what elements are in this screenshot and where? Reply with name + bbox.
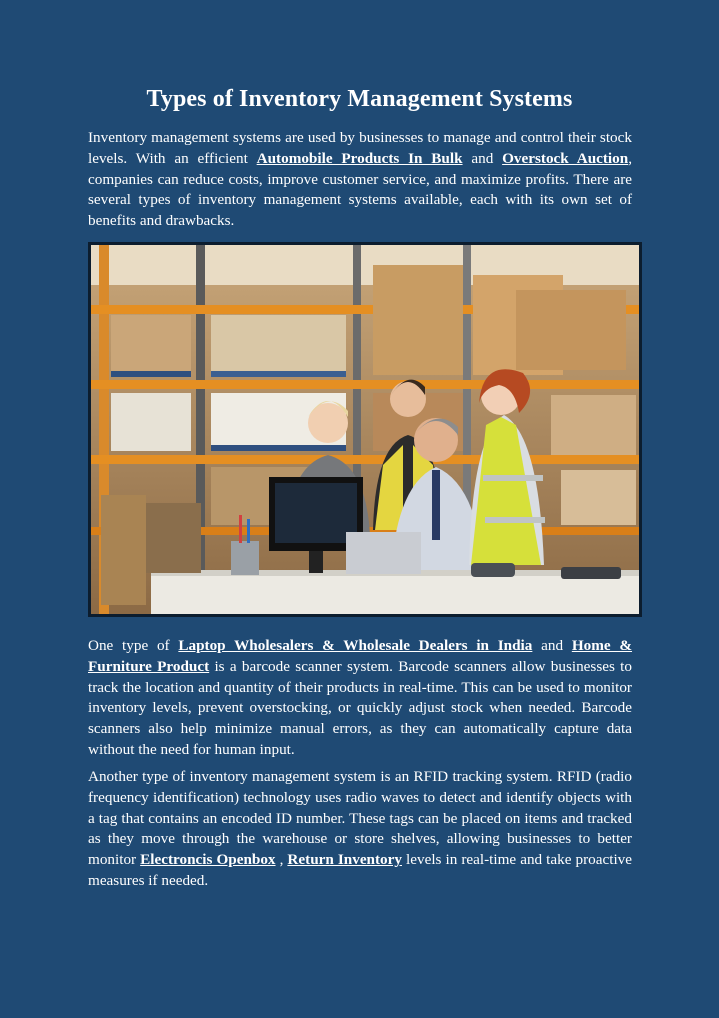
rfid-text-c: levels in real-time and take proactive measures if needed. — [88, 851, 633, 889]
intro-paragraph — [88, 128, 632, 232]
rfid-text-a: Another type of inventory management system is an RFID tracking system. RFID (radio frequency identification) technology uses radio waves to detect and identify objects with a tag that contains an encoded ID number. These tags can be placed on items and tracked as they move through the warehouse or store shelves, allowing businesses to better monitor — [88, 768, 632, 869]
intro-text-c: , companies can reduce costs, improve customer service, and maximize profits. There are several types of inventory management systems available, each with its own set of benefits and drawbacks. — [88, 149, 632, 230]
electroncis-openbox-link[interactable]: Electroncis Openbox — [140, 851, 276, 869]
intro-text-b: and — [462, 149, 503, 167]
barcode-paragraph — [88, 636, 632, 761]
barcode-text-a: One type of — [88, 637, 179, 654]
rfid-text-b: , — [275, 851, 288, 869]
page-title: Types of Inventory Management Systems — [146, 86, 573, 112]
rfid-paragraph — [88, 767, 632, 892]
overstock-auction-link[interactable]: Overstock Auction — [502, 149, 629, 167]
automobile-products-link[interactable]: Automobile Products In Bulk — [256, 149, 463, 167]
laptop-wholesalers-link[interactable]: Laptop Wholesalers & Wholesale Dealers in India — [178, 637, 533, 654]
return-inventory-link[interactable]: Return Inventory — [287, 851, 402, 869]
warehouse-team-photo — [91, 245, 639, 614]
barcode-text-b: and — [532, 637, 572, 654]
intro-text-a: Inventory management systems are used by businesses to manage and control their stock levels. With an efficient — [88, 129, 632, 167]
barcode-text-c: is a barcode scanner system. Barcode scanners allow businesses to track the location and quantity of their products in real-time. This can be used to monitor inventory levels, prevent overstocking, or quickly adjust stock when needed. Barcode scanners also help minimize manual errors, as they can automatically capture data without the need for human input. — [88, 657, 632, 758]
home-furniture-link[interactable]: Home & Furniture Product — [88, 637, 633, 675]
